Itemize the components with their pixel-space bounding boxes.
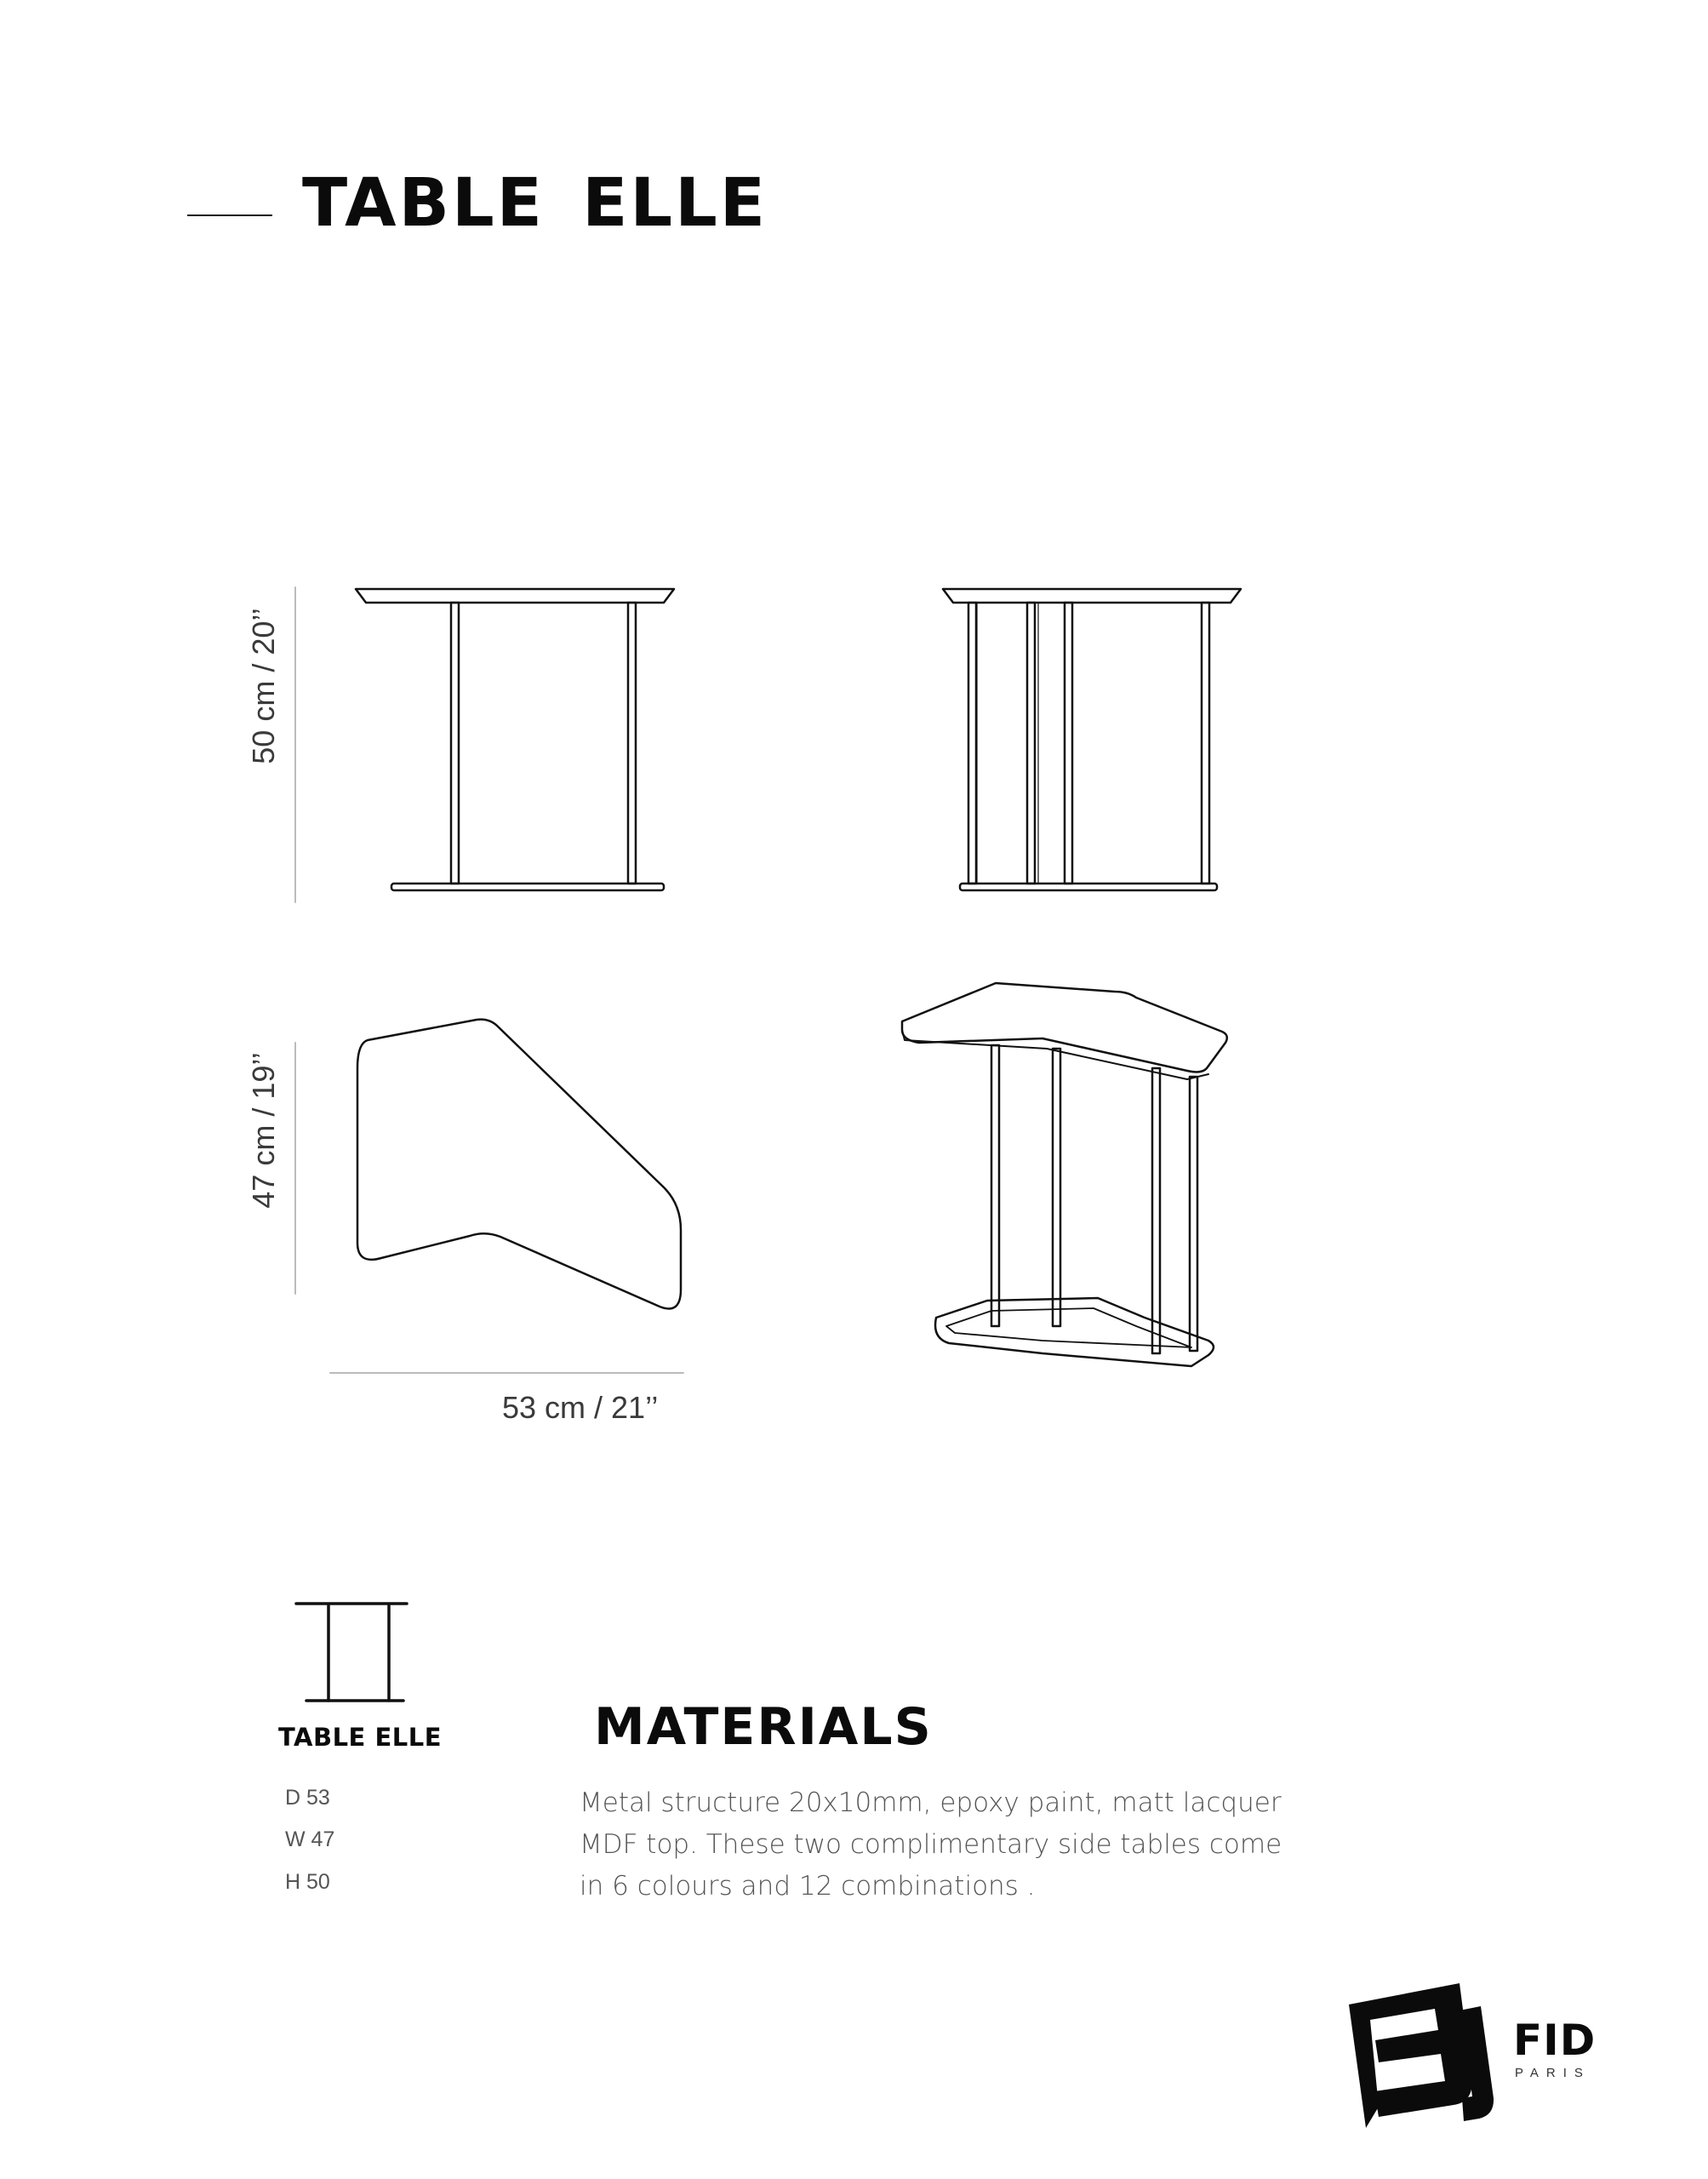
width-dimension-label: 53 cm / 21’’ bbox=[502, 1390, 659, 1425]
spec-depth: D 53 bbox=[285, 1786, 330, 1810]
perspective-view-drawing bbox=[902, 983, 1227, 1366]
spec-width: W 47 bbox=[285, 1827, 335, 1851]
logo-city: PARIS bbox=[1515, 2066, 1591, 2080]
page-title: TABLE ELLE bbox=[302, 165, 768, 242]
side-view-drawing bbox=[943, 589, 1241, 890]
front-view-drawing bbox=[356, 589, 674, 890]
materials-line: Metal structure 20x10mm, epoxy paint, matt lacquer bbox=[580, 1787, 1282, 1818]
thumbnail-product-name: TABLE ELLE bbox=[278, 1723, 443, 1752]
top-view-drawing bbox=[357, 1020, 681, 1309]
depth-dimension-label: 47 cm / 19’’ bbox=[246, 1052, 281, 1209]
spec-height: H 50 bbox=[285, 1870, 330, 1894]
materials-line: in 6 colours and 12 combinations . bbox=[580, 1871, 1036, 1902]
materials-description bbox=[580, 1782, 1345, 1907]
table-thumbnail-icon bbox=[296, 1604, 407, 1701]
materials-heading: MATERIALS bbox=[594, 1697, 933, 1757]
height-dimension-label: 50 cm / 20’’ bbox=[246, 608, 281, 764]
logo-brand-name: FID bbox=[1513, 2016, 1597, 2065]
materials-line: MDF top. These two complimentary side tables come bbox=[580, 1829, 1282, 1860]
fid-logo-mark bbox=[1345, 1979, 1498, 2132]
